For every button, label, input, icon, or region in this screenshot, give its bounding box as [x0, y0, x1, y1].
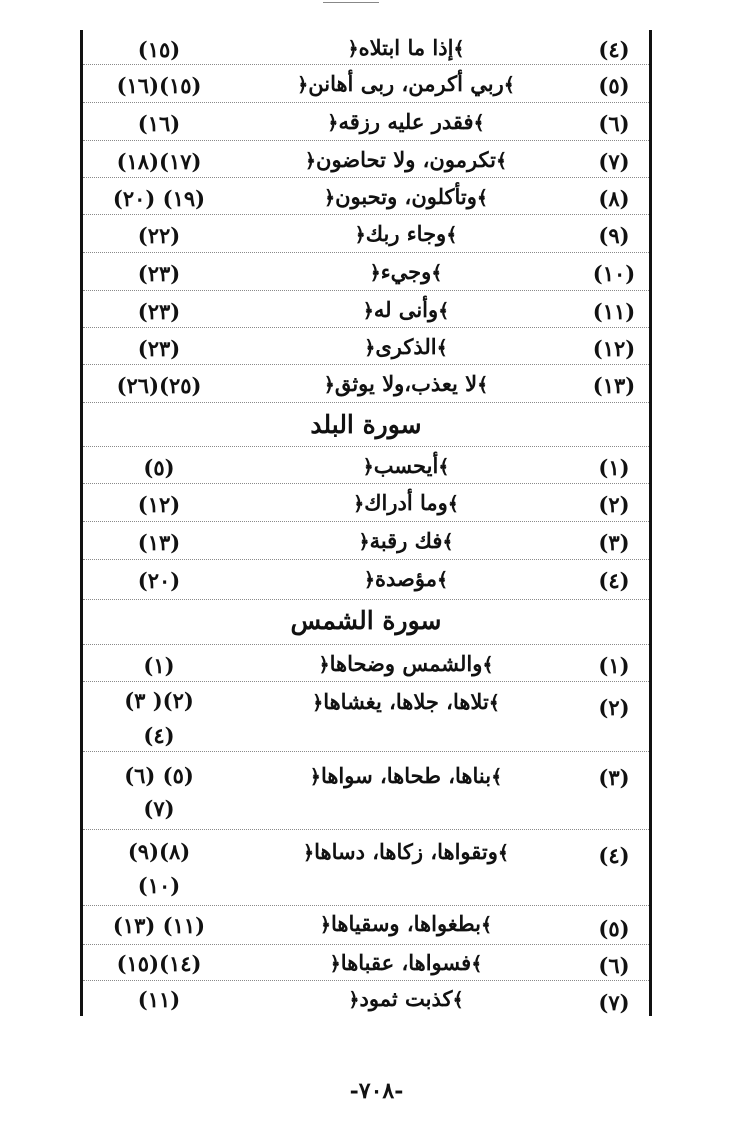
- verse-refs: (٢)( ٣): [124, 688, 194, 713]
- entry-number: (٩): [598, 223, 630, 248]
- quran-phrase: ﴾الذكرى﴿: [364, 334, 448, 359]
- entry-number: (١١): [592, 299, 636, 324]
- table-row: [83, 140, 649, 178]
- verse-refs-continued: (١٠): [137, 873, 181, 898]
- quran-phrase: ﴾بناها، طحاها، سواها﴿: [309, 763, 503, 788]
- quran-phrase: ﴾فسواها، عقباها﴿: [329, 950, 483, 975]
- table-row: [83, 364, 649, 403]
- entry-number: (١٠): [592, 261, 636, 286]
- table-row: [83, 252, 649, 291]
- verse-refs: (١٣): [137, 530, 181, 555]
- entry-number: (٣): [598, 765, 630, 790]
- entry-number: (١٢): [592, 336, 636, 361]
- table-row: [83, 829, 649, 906]
- verse-refs: (١٧)(١٨): [116, 149, 202, 174]
- verse-refs: (٥) (٦): [124, 763, 194, 788]
- table-row: [83, 559, 649, 600]
- table-row: [83, 905, 649, 945]
- entry-number: (٢): [598, 695, 630, 720]
- quran-phrase: ﴾ربي أكرمن، ربى أهانن﴿: [297, 71, 515, 96]
- table-row: [83, 980, 649, 1016]
- quran-phrase: ﴾بطغواها، وسقياها﴿: [319, 911, 493, 936]
- quran-phrase: ﴾لا يعذب،ولا يوثق﴿: [323, 371, 489, 396]
- quran-phrase: ﴾كذبت ثمود﴿: [348, 986, 464, 1011]
- table-row: [83, 944, 649, 981]
- quran-phrase: ﴾فك رقبة﴿: [358, 528, 454, 553]
- table-row: [83, 102, 649, 141]
- verse-refs: (١٥): [137, 37, 181, 62]
- surah-title: سورة الشمس: [290, 606, 442, 635]
- page-number: -٧٠٨-: [349, 1078, 404, 1104]
- quran-phrase: ﴾وجيء﴿: [369, 259, 443, 284]
- verse-refs: (١): [143, 653, 175, 678]
- verse-refs: (٥): [143, 455, 175, 480]
- surah-title: سورة البلد: [310, 410, 422, 439]
- table-row: [83, 177, 649, 215]
- verse-refs-continued: (٧): [143, 796, 175, 821]
- entry-number: (١٣): [592, 373, 636, 398]
- entry-number: (٧): [598, 990, 630, 1015]
- quran-phrase: ﴾تكرمون، ولا تحاضون﴿: [304, 147, 508, 172]
- verse-refs: (٨)(٩): [127, 839, 191, 864]
- quran-phrase: ﴾وجاء ربك﴿: [354, 221, 458, 246]
- verse-refs: (٢٣): [137, 336, 181, 361]
- verse-refs: (٢٣): [137, 299, 181, 324]
- quran-phrase: ﴾أيحسب﴿: [362, 453, 450, 478]
- quran-phrase: ﴾فقدر عليه رزقه﴿: [327, 109, 485, 134]
- verse-refs-continued: (٤): [143, 723, 175, 748]
- quran-phrase: ﴾مؤصدة﴿: [363, 566, 449, 591]
- verse-refs: (١٤)(١٥): [116, 951, 202, 976]
- verse-refs: (١٦): [137, 111, 181, 136]
- verse-refs: (١١): [137, 987, 181, 1012]
- entry-number: (٧): [598, 149, 630, 174]
- table-row: [83, 214, 649, 253]
- table-row: [83, 327, 649, 365]
- table-row: [83, 290, 649, 328]
- entry-number: (٥): [598, 73, 630, 98]
- top-rule: [323, 2, 379, 3]
- table-row: [83, 64, 649, 103]
- table-row: [83, 521, 649, 560]
- verse-refs: (١١) (١٣): [112, 913, 206, 938]
- quran-phrase: ﴾تلاها، جلاها، يغشاها﴿: [312, 689, 500, 714]
- verse-refs: (٢٥)(٢٦): [116, 373, 202, 398]
- entry-number: (٤): [598, 568, 630, 593]
- entry-number: (٤): [598, 843, 630, 868]
- quran-phrase: ﴾والشمس وضحاها﴿: [318, 651, 494, 676]
- surah-title-row: [83, 402, 649, 447]
- verse-refs: (١٥)(١٦): [116, 73, 202, 98]
- verse-refs: (٢٢): [137, 223, 181, 248]
- entry-number: (٣): [598, 530, 630, 555]
- quran-phrase: ﴾وتأكلون، وتحبون﴿: [323, 184, 489, 209]
- table-row: [83, 751, 649, 830]
- quran-phrase: ﴾إذا ما ابتلاه﴿: [347, 35, 465, 60]
- verse-refs: (٢٠): [137, 568, 181, 593]
- quran-phrase: ﴾وأنى له﴿: [362, 297, 450, 322]
- entry-number: (٦): [598, 111, 630, 136]
- table-row: [83, 30, 649, 65]
- surah-title-row: [83, 599, 649, 645]
- entry-number: (١): [598, 653, 630, 678]
- quran-phrase: ﴾وتقواها، زكاها، دساها﴿: [302, 839, 510, 864]
- quran-phrase: ﴾وما أدراك﴿: [353, 490, 459, 515]
- table-row: [83, 483, 649, 522]
- entry-number: (٥): [598, 916, 630, 941]
- verse-refs: (٢٣): [137, 261, 181, 286]
- table-row: [83, 644, 649, 682]
- verse-refs: (١٩) (٢٠): [112, 186, 206, 211]
- entry-number: (٢): [598, 492, 630, 517]
- index-table: [80, 30, 652, 1016]
- verse-refs: (١٢): [137, 492, 181, 517]
- table-row: [83, 446, 649, 484]
- entry-number: (٨): [598, 186, 630, 211]
- table-row: [83, 681, 649, 752]
- entry-number: (٦): [598, 953, 630, 978]
- entry-number: (٤): [598, 37, 630, 62]
- entry-number: (١): [598, 455, 630, 480]
